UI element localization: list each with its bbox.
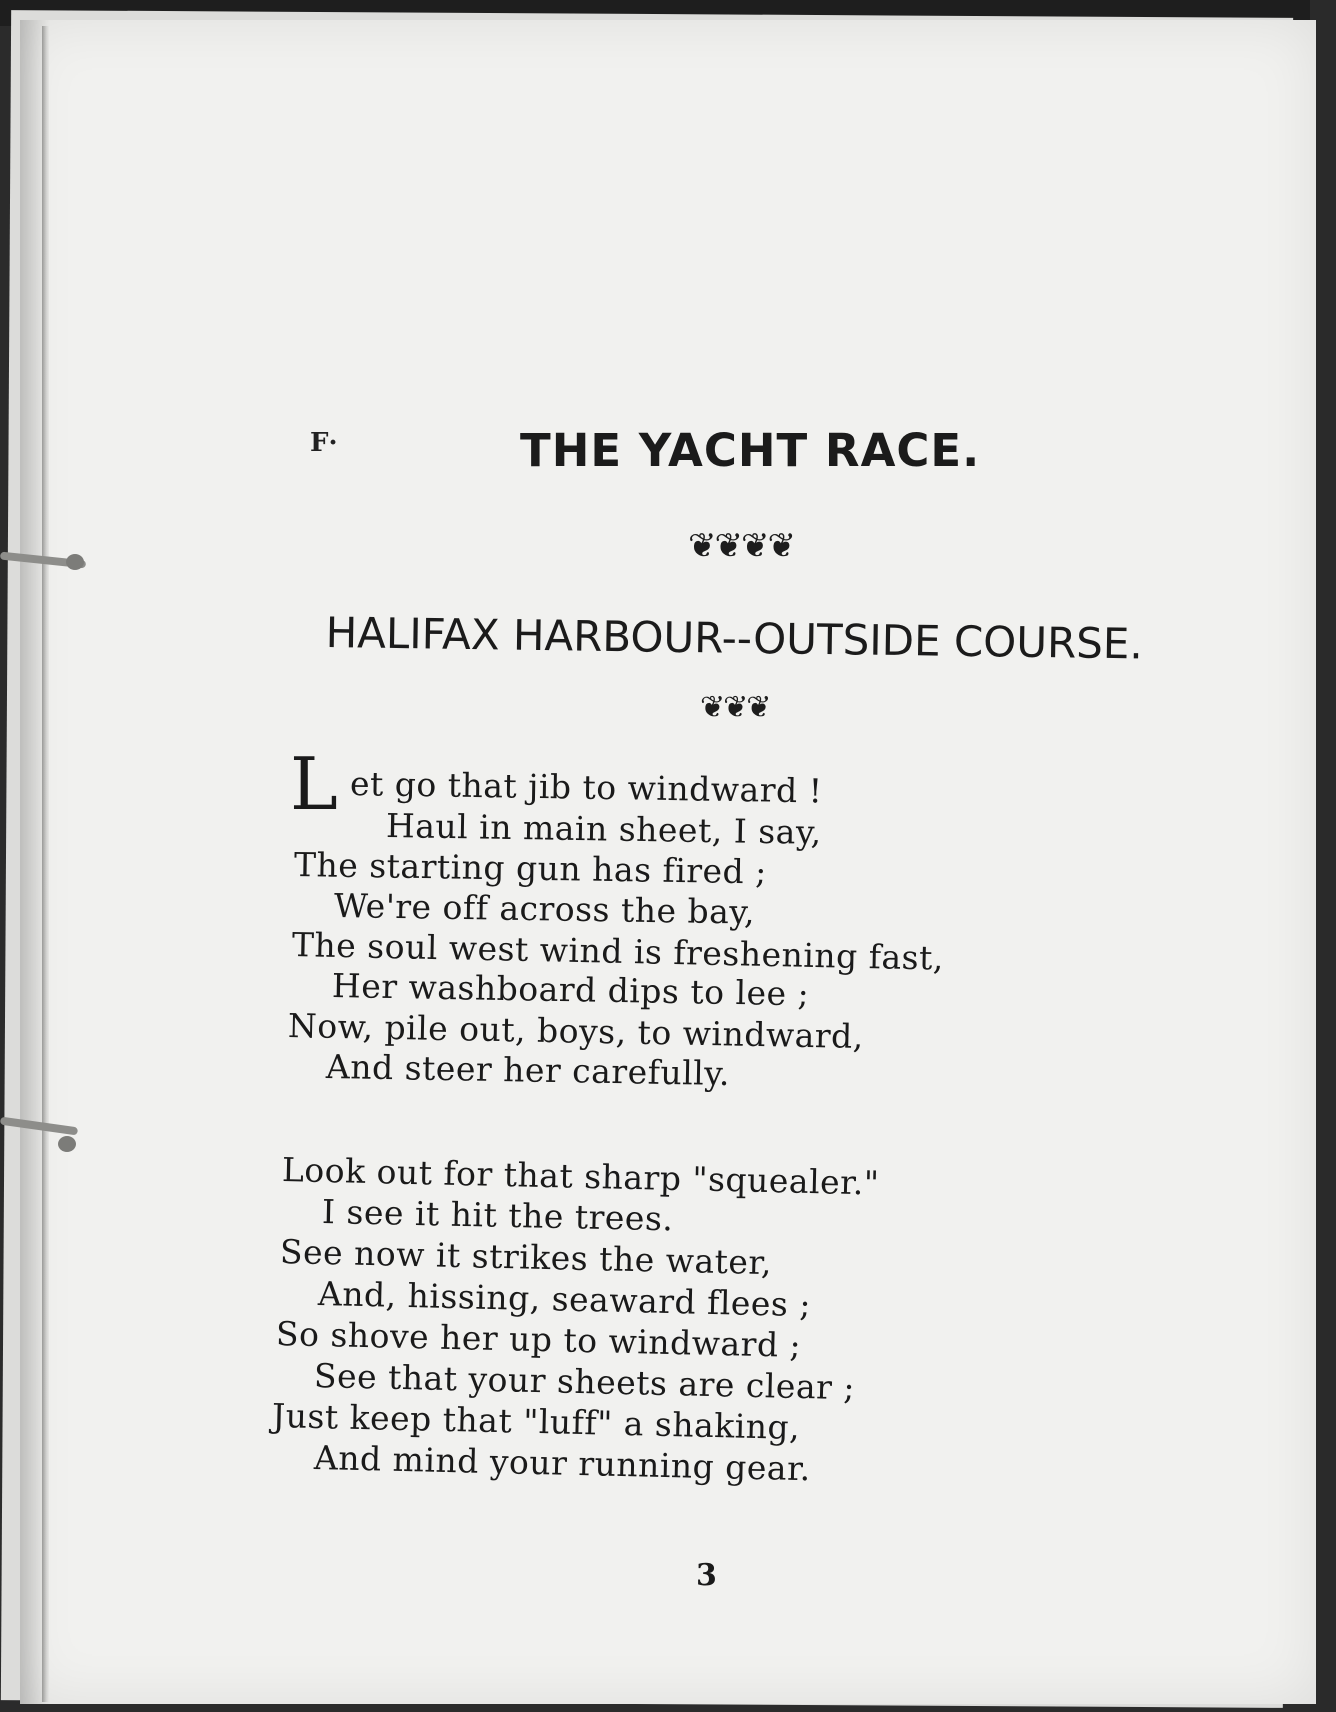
page-title: THE YACHT RACE.	[520, 424, 981, 477]
poem-line: Now, pile out, boys, to windward,	[287, 1006, 865, 1057]
poem-line: So shove her up to windward ;	[275, 1314, 802, 1365]
ornament-divider: ❦❦❦❦	[688, 526, 794, 566]
poem-line: The starting gun has fired ;	[293, 845, 768, 892]
poem-line: Look out for that sharp "squealer."	[281, 1150, 880, 1203]
drop-cap: L	[290, 742, 338, 826]
poem-line: Her washboard dips to lee ;	[331, 966, 810, 1014]
poem-line: See that your sheets are clear ;	[313, 1356, 856, 1408]
poem-line: Haul in main sheet, I say,	[385, 806, 822, 852]
poem-line: We're off across the bay,	[333, 886, 756, 932]
poem-line: And, hissing, seaward flees ;	[317, 1274, 812, 1325]
binding-knot	[58, 1136, 76, 1152]
poem-line: I see it hit the trees.	[321, 1192, 674, 1239]
ornament-divider: ❦❦❦	[700, 690, 770, 725]
poem-line: The soul west wind is freshening fast,	[291, 925, 945, 978]
page-number: 3	[696, 1558, 717, 1593]
page-subtitle: HALIFAX HARBOUR--OUTSIDE COURSE.	[325, 608, 1144, 669]
binding-knot	[66, 554, 84, 570]
poem-line: et go that jib to windward !	[349, 764, 823, 811]
book-spine	[42, 26, 49, 1702]
poem-line: And mind your running gear.	[313, 1438, 812, 1489]
signature-mark: F·	[310, 428, 338, 458]
poem-line: Just keep that "luff" a shaking,	[271, 1396, 801, 1447]
poem-line: See now it strikes the water,	[279, 1232, 773, 1283]
poem-line: And steer her carefully.	[325, 1047, 731, 1094]
